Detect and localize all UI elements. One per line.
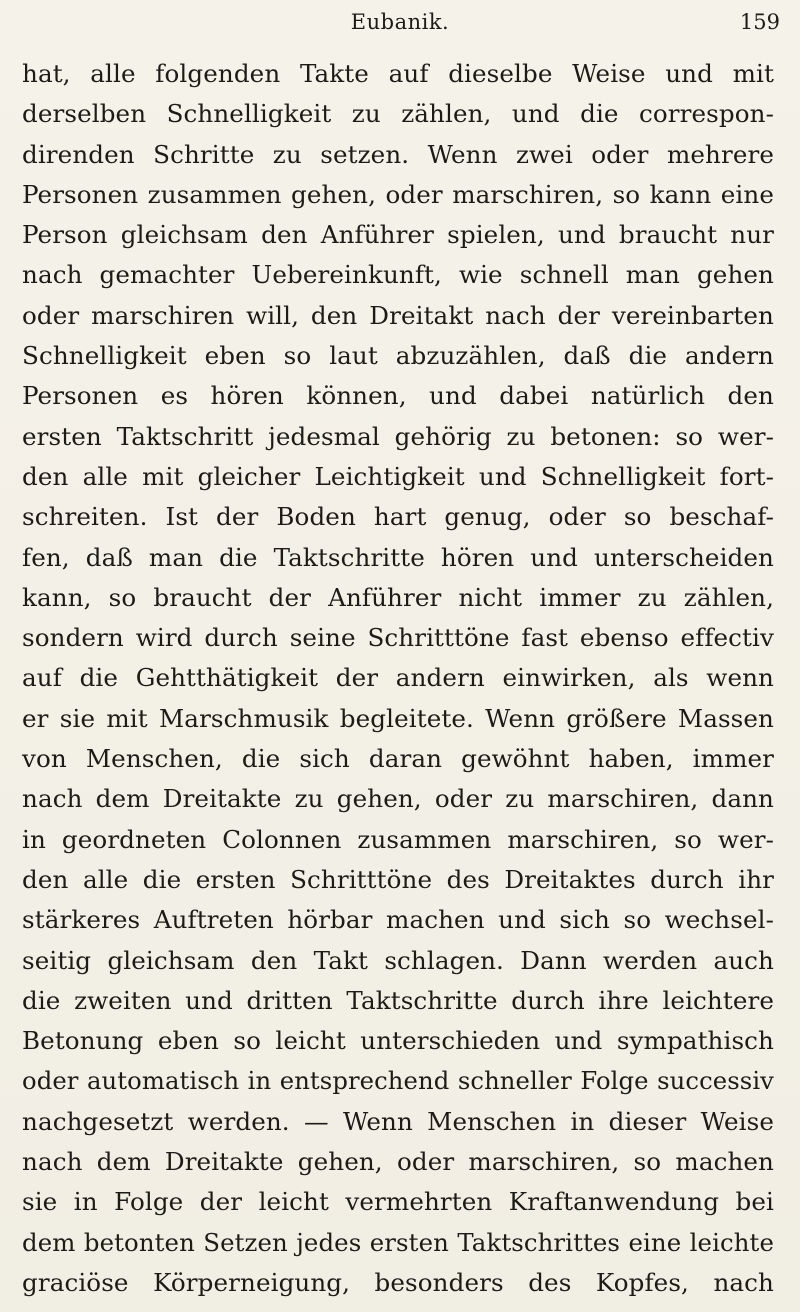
text-line: Personen zusammen gehen, oder marschiren, so kann eine: [22, 179, 774, 209]
text-line: Schnelligkeit eben so laut abzuzählen, daß die andern: [22, 341, 774, 371]
text-line: nachgesetzt werden. — Wenn Menschen in dieser Weise: [22, 1106, 774, 1136]
text-line: ersten Taktschritt jedesmal gehörig zu betonen: so wer-: [22, 421, 774, 451]
text-line: oder marschiren will, den Dreitakt nach der vereinbarten: [22, 300, 774, 330]
text-line: fen, daß man die Taktschritte hören und unterscheiden: [22, 542, 774, 572]
body-text: [22, 54, 774, 1303]
text-line: auf die Gehtthätigkeit der andern einwirken, als wenn: [22, 663, 774, 693]
text-line: derselben Schnelligkeit zu zählen, und die correspon-: [22, 99, 774, 129]
text-line: nach dem Dreitakte zu gehen, oder zu marschiren, dann: [22, 784, 774, 814]
page-number: 159: [739, 10, 780, 34]
text-line: Person gleichsam den Anführer spielen, und braucht nur: [22, 220, 774, 250]
text-line: seitig gleichsam den Takt schlagen. Dann werden auch: [22, 945, 774, 975]
text-line: graciöse Körperneigung, besonders des Kopfes, nach: [22, 1267, 774, 1297]
text-line: dem betonten Setzen jedes ersten Taktschrittes eine leichte: [22, 1227, 774, 1257]
text-line: den alle die ersten Schritttöne des Dreitaktes durch ihr: [22, 864, 774, 894]
text-line: sie in Folge der leicht vermehrten Kraftanwendung bei: [22, 1187, 774, 1217]
text-line: kann, so braucht der Anführer nicht immer zu zählen,: [22, 582, 774, 612]
text-line: sondern wird durch seine Schritttöne fast ebenso effectiv: [22, 623, 774, 653]
text-line: den alle mit gleicher Leichtigkeit und Schnelligkeit fort-: [22, 461, 774, 491]
text-line: nach dem Dreitakte gehen, oder marschiren, so machen: [22, 1147, 774, 1177]
text-line: Betonung eben so leicht unterschieden und sympathisch: [22, 1026, 774, 1056]
text-line: von Menschen, die sich daran gewöhnt haben, immer: [22, 744, 774, 774]
text-line: direnden Schritte zu setzen. Wenn zwei oder mehrere: [22, 139, 774, 169]
text-line: schreiten. Ist der Boden hart genug, oder so beschaf-: [22, 502, 774, 532]
text-line: stärkeres Auftreten hörbar machen und sich so wechsel-: [22, 905, 774, 935]
text-line: oder automatisch in entsprechend schneller Folge successiv: [22, 1066, 774, 1096]
text-line: Personen es hören können, und dabei natürlich den: [22, 381, 774, 411]
text-line: nach gemachter Uebereinkunft, wie schnell man gehen: [22, 260, 774, 290]
text-line: die zweiten und dritten Taktschritte durch ihre leichtere: [22, 985, 774, 1015]
text-line: in geordneten Colonnen zusammen marschiren, so wer-: [22, 824, 774, 854]
text-line: er sie mit Marschmusik begleitete. Wenn größere Massen: [22, 703, 774, 733]
running-title: Eubanik.: [350, 10, 450, 34]
running-head: [20, 8, 780, 38]
text-line: hat, alle folgenden Takte auf dieselbe Weise und mit: [22, 59, 774, 88]
